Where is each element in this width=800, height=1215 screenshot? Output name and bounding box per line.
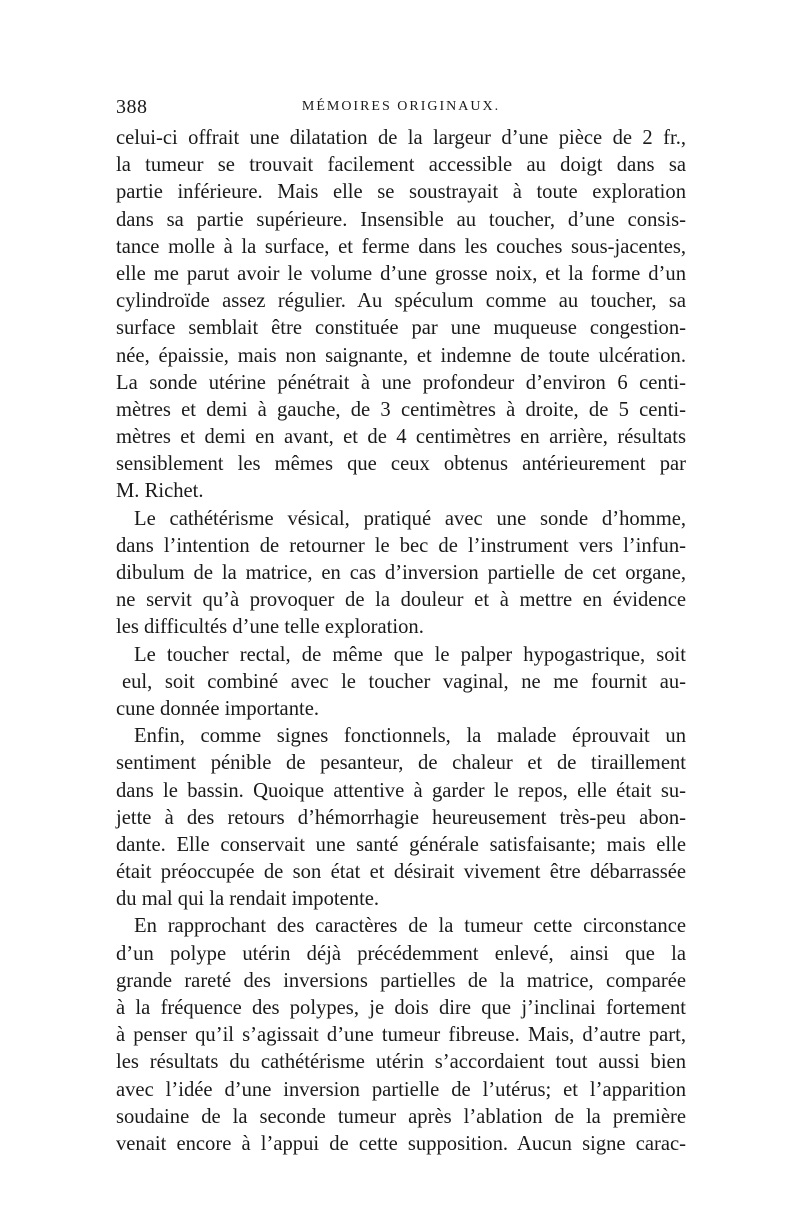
text-line: eul, soit combiné avec le toucher vaginal, ne me fournit au- (122, 670, 686, 693)
text-line: sentiment pénible de pesanteur, de chaleur et de tiraillement (116, 752, 686, 775)
text-line: la tumeur se trouvait facilement accessible au doigt dans sa (116, 154, 686, 177)
text-line: dans sa partie supérieure. Insensible au toucher, d’une consis- (116, 208, 686, 231)
text-line: Le toucher rectal, de même que le palper hypogastrique, soit (134, 643, 686, 666)
text-line: Enfin, comme signes fonctionnels, la malade éprouvait un (134, 725, 686, 748)
text-line: Le cathétérisme vésical, pratiqué avec une sonde d’homme, (134, 507, 686, 530)
text-line: à la fréquence des polypes, je dois dire que j’inclinai fortement (116, 997, 686, 1019)
text-line: née, épaissie, mais non saignante, et indemne de toute ulcération. (116, 344, 686, 367)
text-line: En rapprochant des caractères de la tumeur cette circonstance (134, 915, 686, 938)
text-line: grande rareté des inversions partielles de la matrice, comparée (116, 969, 686, 992)
text-line: La sonde utérine pénétrait à une profondeur d’environ 6 centi- (116, 371, 686, 394)
text-line: celui-ci offrait une dilatation de la largeur d’une pièce de 2 fr., (116, 127, 686, 149)
text-line: dans l’intention de retourner le bec de l’instrument vers l’infun- (116, 534, 686, 557)
text-line: elle me parut avoir le volume d’une grosse noix, et la forme d’un (116, 262, 686, 285)
text-line: surface semblait être constituée par une muqueuse congestion- (116, 317, 686, 340)
running-head: MÉMOIRES ORIGINAUX. (301, 99, 501, 114)
text-line: les résultats du cathétérisme utérin s’accordaient tout aussi bien (116, 1051, 686, 1074)
text-line: cylindroïde assez régulier. Au spéculum comme au toucher, sa (116, 290, 686, 313)
text-line: les difficultés d’une telle exploration. (116, 616, 424, 639)
page-number: 388 (116, 96, 148, 118)
text-line: tance molle à la surface, et ferme dans les couches sous-jacentes, (116, 235, 686, 258)
text-line: jette à des retours d’hémorrhagie heureusement très-peu abon- (116, 806, 686, 829)
text-line: M. Richet. (116, 480, 204, 503)
text-line: soudaine de la seconde tumeur après l’ablation de la première (116, 1105, 686, 1128)
text-line: à penser qu’il s’agissait d’une tumeur fibreuse. Mais, d’autre part, (116, 1024, 686, 1047)
text-line: cune donnée importante. (116, 697, 320, 720)
text-line: était préoccupée de son état et désirait vivement être débarrassée (116, 861, 686, 884)
text-line: partie inférieure. Mais elle se soustrayait à toute exploration (116, 181, 686, 204)
text-line: venait encore à l’appui de cette supposition. Aucun signe carac- (116, 1132, 686, 1155)
text-line: d’un polype utérin déjà précédemment enlevé, ainsi que la (116, 942, 686, 965)
text-line: du mal qui la rendait impotente. (116, 888, 380, 911)
text-line: ne servit qu’à provoquer de la douleur et à mettre en évidence (116, 589, 686, 612)
body-text (116, 125, 686, 1158)
text-line: sensiblement les mêmes que ceux obtenus antérieurement par (116, 453, 686, 476)
text-line: mètres et demi en avant, et de 4 centimètres en arrière, résultats (116, 426, 686, 449)
text-line: dibulum de la matrice, en cas d’inversion partielle de cet organe, (116, 562, 686, 584)
page-header (116, 96, 686, 122)
text-line: avec l’idée d’une inversion partielle de l’utérus; et l’apparition (116, 1078, 686, 1101)
text-line: mètres et demi à gauche, de 3 centimètres à droite, de 5 centi- (116, 398, 686, 421)
text-line: dante. Elle conservait une santé générale satisfaisante; mais elle (116, 833, 686, 856)
text-line: dans le bassin. Quoique attentive à garder le repos, elle était su- (116, 779, 686, 802)
